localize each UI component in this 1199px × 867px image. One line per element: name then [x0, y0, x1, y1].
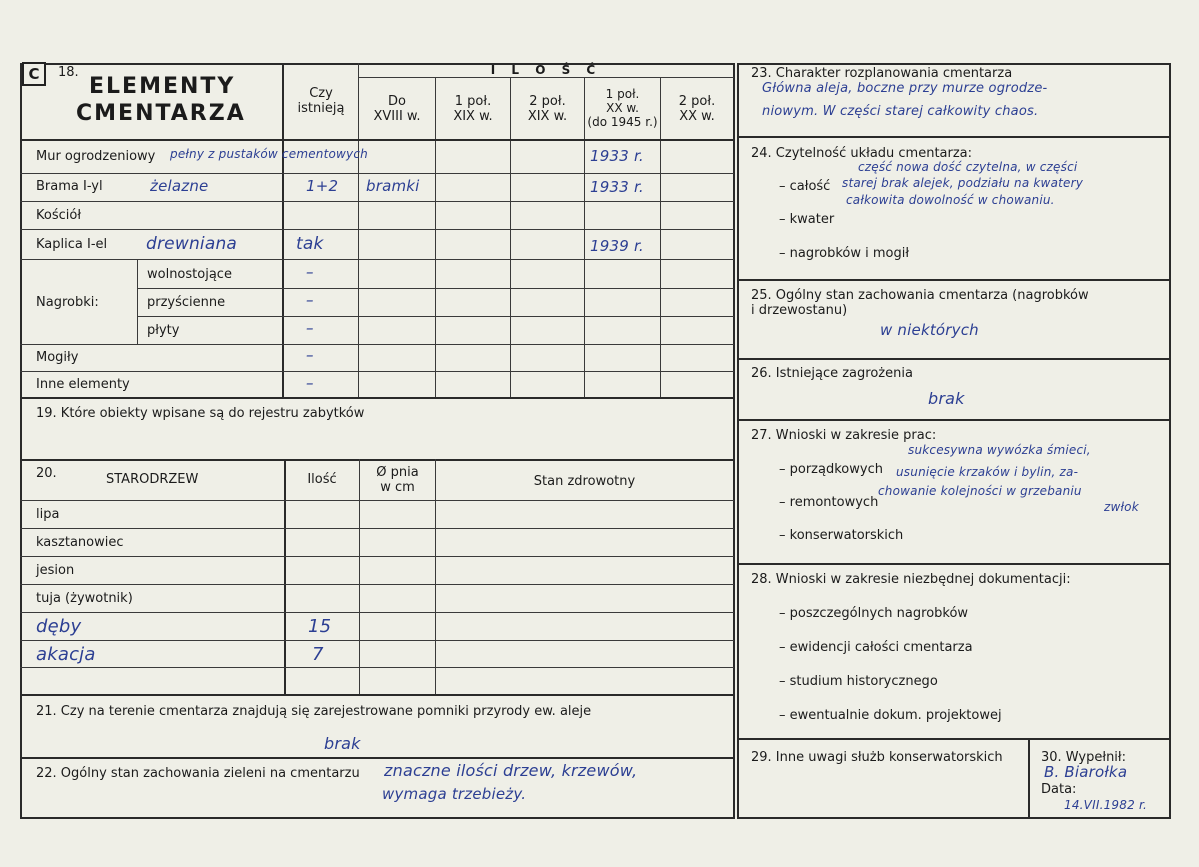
hw-wall-description: pełny z pustaków cementowych	[170, 147, 368, 161]
row-label-gate: Brama I-yl	[36, 179, 103, 194]
hw-section-23-line1: Główna aleja, boczne przy murze ogrodze-	[762, 81, 1048, 96]
hw-gate-date: 1933 r.	[590, 178, 644, 196]
section-28-label: 28. Wnioski w zakresie niezbędnej dokumentacji:	[751, 572, 1071, 587]
section-letter-box: C	[22, 62, 46, 86]
period-header-xix2: 2 poł. XIX w.	[527, 94, 568, 124]
section-18-number: 18.	[58, 65, 79, 80]
hw-gate-count: 1+2	[306, 177, 339, 195]
section-19-label: 19. Które obiekty wpisane są do rejestru zabytków	[36, 406, 365, 421]
row-label-wall: Mur ogrodzeniowy	[36, 149, 156, 164]
row-label-other: Inne elementy	[36, 377, 130, 392]
hw-chapel-exists: tak	[296, 234, 324, 254]
section-22-label: 22. Ogólny stan zachowania zieleni na cmentarzu	[36, 766, 360, 781]
section-27-item-conservation: – konserwatorskich	[779, 528, 904, 543]
hw-section-22-line2: wymaga trzebieży.	[382, 785, 527, 803]
section-24-item-whole: – całość	[779, 179, 831, 194]
section-28-item-design: – ewentualnie dokum. projektowej	[779, 708, 1002, 723]
section-23-label: 23. Charakter rozplanowania cmentarza	[751, 66, 1013, 81]
section-24-label: 24. Czytelność układu cmentarza:	[751, 146, 973, 161]
hw-section-26: brak	[928, 389, 965, 408]
period-header-xx2: 2 poł. XX w.	[678, 94, 716, 124]
hw-section-27-line1: sukcesywna wywózka śmieci,	[908, 443, 1091, 457]
section-18-title-2: CMENTARZA	[76, 101, 246, 126]
hw-dash-tombs: –	[306, 346, 314, 364]
hw-wall-date: 1933 r.	[590, 147, 644, 165]
hw-gate-description: żelazne	[150, 177, 209, 195]
section-27-label: 27. Wnioski w zakresie prac:	[751, 428, 937, 443]
hw-dash-wall-mounted: –	[306, 291, 314, 309]
hw-section-22-line1: znaczne ilości drzew, krzewów,	[384, 761, 638, 780]
hw-gate-type: bramki	[366, 177, 420, 195]
row-label-slabs: płyty	[147, 323, 180, 338]
hw-section-27-line3: chowanie kolejności w grzebaniu	[878, 484, 1082, 498]
hw-chapel-description: drewniana	[146, 234, 238, 254]
section-21-label: 21. Czy na terenie cmentarza znajdują się zarejestrowane pomniki przyrody ew. aleje	[36, 704, 592, 719]
hw-count-acacia: 7	[312, 644, 324, 665]
hw-section-27-line4: zwłok	[1104, 500, 1139, 514]
period-header-xix1: 1 poł. XIX w.	[453, 94, 493, 124]
section-24-item-graves: – nagrobków i mogił	[779, 246, 910, 261]
section-27-item-cleanup: – porządkowych	[779, 462, 883, 477]
section-20-number: 20.	[36, 466, 57, 481]
row-label-graves: Nagrobki:	[36, 295, 99, 310]
section-30-date-label: Data:	[1041, 782, 1077, 797]
column-exists-header: Czy istnieją	[297, 86, 345, 116]
hw-count-oak: 15	[308, 616, 332, 637]
hw-section-24-line1: część nowa dość czytelna, w części	[858, 160, 1078, 174]
row-label-wall-mounted: przyścienne	[147, 295, 226, 310]
hw-section-30-date: 14.VII.1982 r.	[1064, 798, 1147, 812]
hw-dash-freestanding: –	[306, 263, 314, 281]
section-28-item-history: – studium historycznego	[779, 674, 938, 689]
section-20-title: STARODRZEW	[106, 472, 199, 487]
column-health-header: Stan zdrowotny	[533, 474, 636, 489]
hw-dash-slabs: –	[306, 319, 314, 337]
section-30-label: 30. Wypełnił:	[1041, 750, 1126, 765]
hw-dash-other: –	[306, 374, 314, 392]
period-header-xx1: 1 poł. XX w. (do 1945 r.)	[587, 87, 658, 129]
species-ash: jesion	[36, 563, 75, 578]
row-label-church: Kościół	[36, 208, 82, 223]
hw-section-24-line2: starej brak alejek, podziału na kwatery	[842, 176, 1084, 190]
section-28-item-graves: – poszczególnych nagrobków	[779, 606, 969, 621]
row-label-chapel: Kaplica I-el	[36, 237, 108, 252]
row-label-tombs: Mogiły	[36, 350, 79, 365]
section-24-item-quarters: – kwater	[779, 212, 835, 227]
section-25-label-2: i drzewostanu)	[751, 303, 848, 318]
section-27-item-repair: – remontowych	[779, 495, 879, 510]
section-26-label: 26. Istniejące zagrożenia	[751, 366, 913, 381]
section-25-label-1: 25. Ogólny stan zachowania cmentarza (nagrobków	[751, 288, 1089, 303]
section-18-title-1: ELEMENTY	[89, 74, 236, 99]
column-count-header: Ilość	[307, 472, 337, 487]
hw-section-21: brak	[324, 734, 361, 753]
quantity-header: I L O Ś Ć	[490, 63, 602, 77]
hw-section-23-line2: niowym. W części starej całkowity chaos.	[762, 104, 1039, 119]
hw-section-24-line3: całkowita dowolność w chowaniu.	[846, 193, 1055, 207]
section-29-label: 29. Inne uwagi służb konserwatorskich	[751, 750, 1003, 765]
hw-chapel-date: 1939 r.	[590, 237, 644, 255]
hw-species-acacia: akacja	[36, 644, 96, 665]
species-thuja: tuja (żywotnik)	[36, 591, 133, 606]
species-linden: lipa	[36, 507, 60, 522]
species-chestnut: kasztanowiec	[36, 535, 124, 550]
column-diameter-header: Ø pnia w cm	[376, 465, 419, 495]
row-label-freestanding: wolnostojące	[147, 267, 232, 282]
hw-section-30-name: B. Biarołka	[1044, 763, 1128, 781]
hw-section-27-line2: usunięcie krzaków i bylin, za-	[896, 465, 1079, 479]
hw-species-oak: dęby	[36, 616, 82, 637]
section-28-item-records: – ewidencji całości cmentarza	[779, 640, 973, 655]
hw-section-25: w niektórych	[880, 321, 979, 339]
period-header-xviii: Do XVIII w.	[373, 94, 421, 124]
